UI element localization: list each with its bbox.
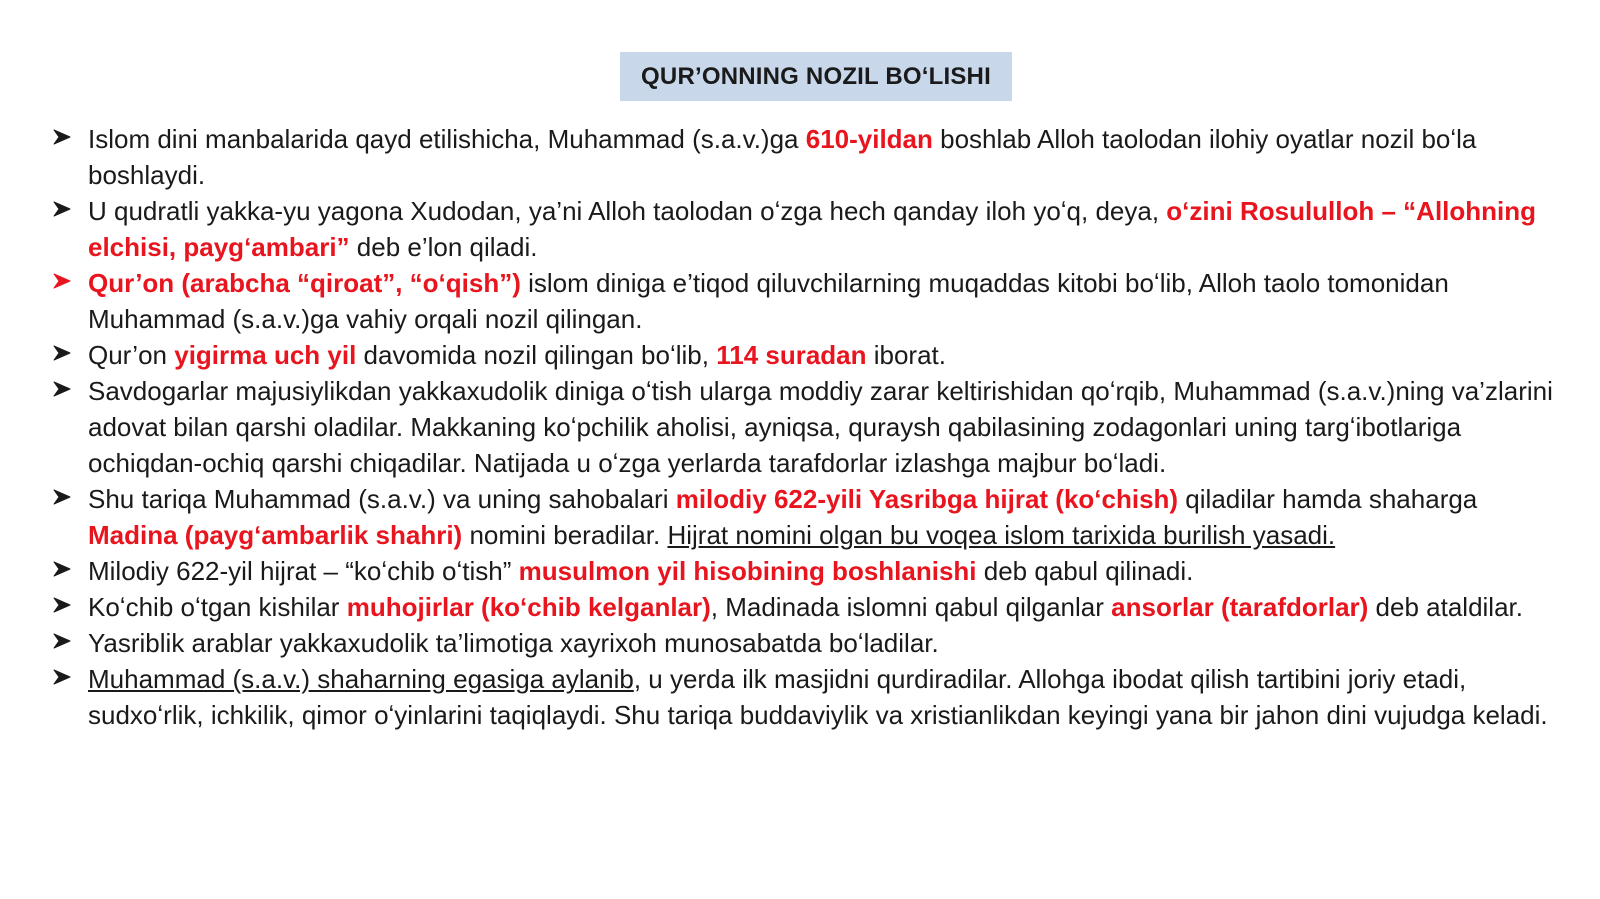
arrowhead-bullet-icon [52, 553, 74, 589]
list-item [52, 193, 1560, 265]
highlight-text: musulmon yil hisobining boshlanishi [518, 556, 977, 586]
title-box [620, 52, 1012, 101]
item-text: iborat. [866, 340, 947, 370]
arrowhead-bullet-icon [52, 337, 74, 373]
item-text: deb ataldilar. [1368, 592, 1523, 622]
item-text: davomida nozil qilingan boʻlib, [356, 340, 717, 370]
highlight-text: muhojirlar (koʻchib kelganlar) [346, 592, 711, 622]
arrowhead-bullet-icon [52, 481, 74, 517]
highlight-text: yigirma uch yil [174, 340, 357, 370]
item-text: qiladilar hamda shaharga [1178, 484, 1478, 514]
item-text: Savdogarlar majusiylikdan yakkaxudolik diniga oʻtish ularga moddiy zarar keltirishidan qoʻrqib, Muhammad (s.a.v.)ning va’zlarini adovat bilan qarshi oladilar. Makkaning koʻpchilik aholisi, ayniqsa, quraysh qabilasining zodagonlari uning targʻibotlariga ochiqdan-ochiq qarshi chiqadilar. Natijada u oʻzga yerlarda tarafdorlar izlashga majbur boʻladi. [88, 376, 1553, 478]
item-text: nomini beradilar. [462, 520, 668, 550]
highlight-text: 114 suradan [716, 340, 867, 370]
item-text: U qudratli yakka-yu yagona Xudodan, ya’ni Alloh taolodan oʻzga hech qanday iloh yoʻq, deya, [88, 196, 1167, 226]
list-item [52, 625, 1560, 661]
item-text: Milodiy 622-yil hijrat – “koʻchib oʻtish” [88, 556, 519, 586]
arrowhead-bullet-icon [52, 373, 74, 409]
underlined-text: Hijrat nomini olgan bu voqea islom tarixida burilish yasadi. [667, 520, 1336, 550]
arrowhead-bullet-icon [52, 265, 74, 301]
item-text: deb e’lon qiladi. [349, 232, 538, 262]
item-text: Qur’on [88, 340, 175, 370]
item-text: islom diniga e’tiqod qiluvchilarning muqaddas kitobi boʻlib, Alloh taolo tomonidan Muhammad (s.a.v.)ga vahiy orqali nozil qilingan. [88, 268, 1449, 334]
highlight-text: ansorlar (tarafdorlar) [1111, 592, 1369, 622]
list-item [52, 661, 1560, 733]
bullet-list [52, 121, 1560, 733]
highlight-text: 610-yildan [805, 124, 933, 154]
highlight-text: Madina (paygʻambarlik shahri) [88, 520, 463, 550]
item-text: , Madinada islomni qabul qilganlar [710, 592, 1112, 622]
highlight-text: Qur’on (arabcha “qiroat”, “oʻqish”) [88, 268, 521, 298]
underlined-text: Muhammad (s.a.v.) shaharning egasiga aylanib [88, 664, 634, 694]
item-text: Islom dini manbalarida qayd etilishicha, Muhammad (s.a.v.)ga [88, 124, 806, 154]
list-item [52, 265, 1560, 337]
page-title: QUR’ONNING NOZIL BOʻLISHI [641, 62, 991, 90]
item-text: deb qabul qilinadi. [976, 556, 1194, 586]
item-text: Koʻchib oʻtgan kishilar [88, 592, 347, 622]
highlight-text: oʻzini Rosululloh – “Allohning elchisi, paygʻambari” [88, 196, 1537, 262]
item-text: , u yerda ilk masjidni qurdiradilar. Allohga ibodat qilish tartibini joriy etadi, sudxoʻrlik, ichkilik, qimor oʻyinlarini taqiqlaydi. Shu tariqa buddaviylik va xristianlikdan keyingi yana bir jahon dini vujudga keladi. [88, 664, 1548, 730]
arrowhead-bullet-icon [52, 661, 74, 697]
arrowhead-bullet-icon [52, 193, 74, 229]
list-item [52, 337, 1560, 373]
item-text: Yasriblik arablar yakkaxudolik ta’limotiga xayrixoh munosabatda boʻladilar. [88, 628, 939, 658]
arrowhead-bullet-icon [52, 121, 74, 157]
item-text: boshlab Alloh taolodan ilohiy oyatlar nozil boʻla boshlaydi. [88, 124, 1477, 190]
highlight-text: milodiy 622-yili Yasribga hijrat (koʻchish) [675, 484, 1179, 514]
list-item [52, 553, 1560, 589]
list-item [52, 121, 1560, 193]
list-item [52, 373, 1560, 481]
item-text: Shu tariqa Muhammad (s.a.v.) va uning sahobalari [88, 484, 676, 514]
arrowhead-bullet-icon [52, 625, 74, 661]
arrowhead-bullet-icon [52, 589, 74, 625]
list-item [52, 589, 1560, 625]
list-item [52, 481, 1560, 553]
